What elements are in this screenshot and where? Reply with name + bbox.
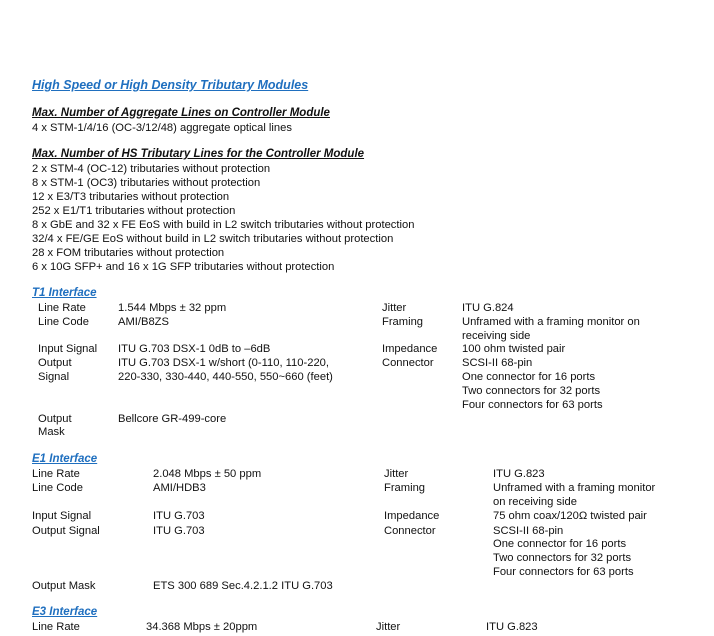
e1-framing-2: on receiving side — [493, 496, 577, 508]
e1-jitter: ITU G.823 — [493, 468, 545, 480]
aggregate-line: 4 x STM-1/4/16 (OC-3/12/48) aggregate optical lines — [32, 122, 292, 134]
e1-line-code-label: Line Code — [32, 482, 84, 494]
t1-framing-2: receiving side — [462, 330, 531, 342]
t1-jitter-label: Jitter — [382, 302, 407, 314]
e1-input-signal-label: Input Signal — [32, 510, 92, 522]
e3-line-rate: 34.368 Mbps ± 20ppm — [146, 621, 258, 633]
e1-impedance: 75 ohm coax/120Ω twisted pair — [493, 510, 647, 522]
t1-output-signal-label: Output — [38, 357, 72, 369]
t1-output-mask-label: Output — [38, 413, 72, 425]
t1-impedance-label: Impedance — [382, 343, 438, 355]
t1-jitter: ITU G.824 — [462, 302, 514, 314]
e1-input-signal: ITU G.703 — [153, 510, 205, 522]
e1-line-rate: 2.048 Mbps ± 50 ppm — [153, 468, 262, 480]
t1-output-signal: ITU G.703 DSX-1 w/short (0-110, 110-220, — [118, 357, 329, 369]
t1-input-signal-label: Input Signal — [38, 343, 98, 355]
e1-connector-3: Two connectors for 32 ports — [493, 552, 632, 564]
list-item: 6 x 10G SFP+ and 16 x 1G SFP tributaries without protection — [32, 261, 335, 273]
e1-jitter-label: Jitter — [384, 468, 409, 480]
t1-line-code-label: Line Code — [38, 316, 90, 328]
e3-heading: E3 Interface — [32, 606, 98, 618]
e1-framing-label: Framing — [384, 482, 426, 494]
t1-connector-3: Two connectors for 32 ports — [462, 385, 601, 397]
list-item: 252 x E1/T1 tributaries without protection — [32, 205, 236, 217]
e1-impedance-label: Impedance — [384, 510, 440, 522]
t1-input-signal: ITU G.703 DSX-1 0dB to –6dB — [118, 343, 271, 355]
tributary-heading: Max. Number of HS Tributary Lines for the Controller Module — [32, 148, 365, 160]
page-title: High Speed or High Density Tributary Modules — [32, 78, 309, 92]
aggregate-heading: Max. Number of Aggregate Lines on Controller Module — [32, 107, 330, 119]
t1-connector-4: Four connectors for 63 ports — [462, 399, 603, 411]
e1-framing: Unframed with a framing monitor — [493, 482, 656, 494]
t1-line-rate-label: Line Rate — [38, 302, 86, 314]
list-item: 8 x STM-1 (OC3) tributaries without protection — [32, 177, 261, 189]
e3-jitter: ITU G.823 — [486, 621, 538, 633]
list-item: 8 x GbE and 32 x FE EoS with build in L2 switch tributaries without protection — [32, 219, 415, 231]
t1-connector-label: Connector — [382, 357, 434, 369]
e1-output-mask-label: Output Mask — [32, 580, 96, 592]
e1-line-rate-label: Line Rate — [32, 468, 80, 480]
t1-framing-label: Framing — [382, 316, 424, 328]
e1-output-mask: ETS 300 689 Sec.4.2.1.2 ITU G.703 — [153, 580, 333, 592]
list-item: 28 x FOM tributaries without protection — [32, 247, 225, 259]
e1-connector-4: Four connectors for 63 ports — [493, 566, 634, 578]
e1-line-code: AMI/HDB3 — [153, 482, 206, 494]
e1-output-signal-label: Output Signal — [32, 525, 100, 537]
e3-jitter-label: Jitter — [376, 621, 401, 633]
t1-output-signal-2: 220-330, 330-440, 440-550, 550~660 (feet) — [118, 371, 333, 383]
t1-impedance: 100 ohm twisted pair — [462, 343, 566, 355]
t1-line-rate: 1.544 Mbps ± 32 ppm — [118, 302, 227, 314]
e3-line-rate-label: Line Rate — [32, 621, 80, 633]
list-item: 12 x E3/T3 tributaries without protection — [32, 191, 230, 203]
t1-framing: Unframed with a framing monitor on — [462, 316, 640, 328]
t1-connector: SCSI-II 68-pin — [462, 357, 533, 369]
e1-connector-2: One connector for 16 ports — [493, 538, 627, 550]
t1-output-mask-label-2: Mask — [38, 426, 65, 438]
t1-output-mask: Bellcore GR-499-core — [118, 413, 227, 425]
list-item: 32/4 x FE/GE EoS without build in L2 switch tributaries without protection — [32, 233, 394, 245]
e1-heading: E1 Interface — [32, 453, 98, 465]
e1-output-signal: ITU G.703 — [153, 525, 205, 537]
e1-connector-label: Connector — [384, 525, 436, 537]
t1-output-signal-label-2: Signal — [38, 371, 70, 383]
t1-connector-2: One connector for 16 ports — [462, 371, 596, 383]
t1-line-code: AMI/B8ZS — [118, 316, 169, 328]
list-item: 2 x STM-4 (OC-12) tributaries without protection — [32, 163, 271, 175]
t1-heading: T1 Interface — [32, 287, 97, 299]
e1-connector: SCSI-II 68-pin — [493, 525, 564, 537]
